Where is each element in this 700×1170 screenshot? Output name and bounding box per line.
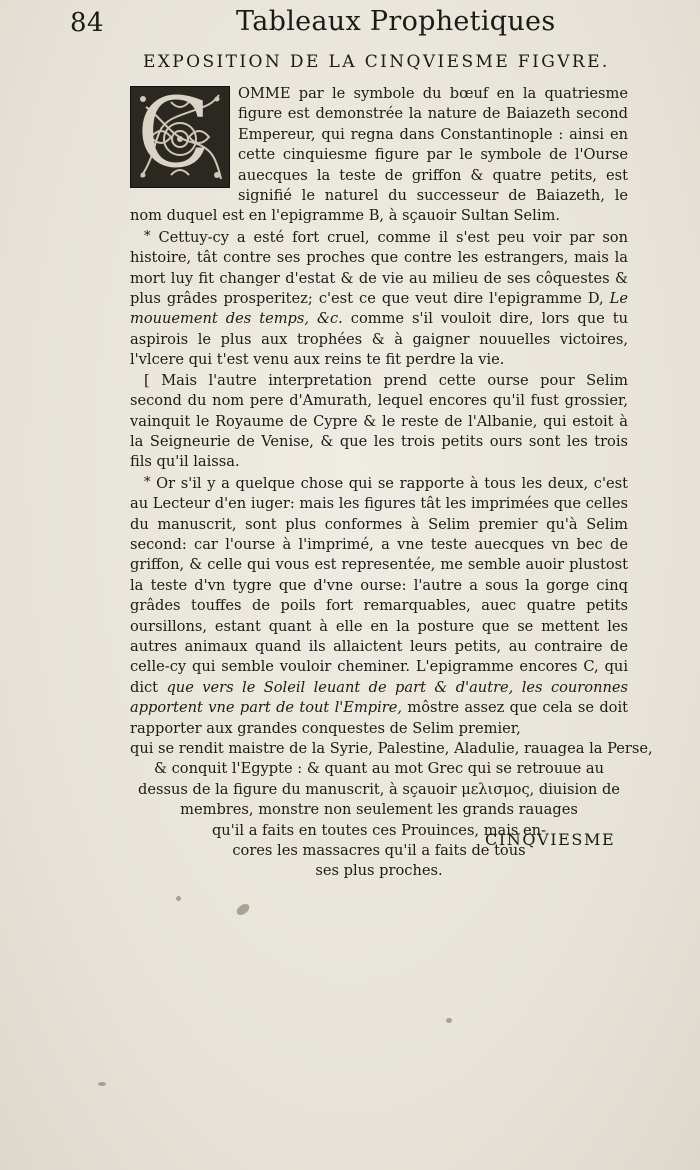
closing-line: ses plus proches. <box>315 862 443 880</box>
closing-line: dessus de la figure du manuscrit, à sçauoir μελισμος, diuision de <box>138 780 620 798</box>
paragraph-1: OMME par le symbole du bœuf en la quatriesme figure est demonstrée la nature de Baiazeth second Empereur, qui regna dans Constantinople : ainsi en cette cinquiesme figure par le symbole de l'Ourse auecques la teste de griffon & quatre petits, est signifié le naturel du successeur de Baiazeth, le nom duquel est en l'epigramme B, à sçauoir Sultan Selim. <box>130 85 628 225</box>
paragraph-4-text-b: môstre assez que cela se doit rapporter aux grandes conquestes de Selim premier, <box>130 699 628 737</box>
body-text <box>130 77 653 882</box>
paragraph-2 <box>130 227 628 371</box>
paragraph-3: [ Mais l'autre interpretation prend cette ourse pour Selim second du nom pere d'Amurath, lequel encores qu'il fust grossier, vainquit le Royaume de Cypre & le reste de l'Albanie, qui estoit à la Seigneurie de Venise, & que les trois petits ours sont les trois fils qu'il laissa. <box>130 371 628 471</box>
paragraph-2-text-b: comme s'il vouloit dire, lors que tu aspirois le plus aux trophées & à gaigner nouuelles victoires, l'vlcere qui t'est venu aux reins te fit perdre la vie. <box>130 310 628 369</box>
tapering-ending <box>130 739 653 882</box>
paragraph-2-text-a: Cettuy-cy a esté fort cruel, comme il s'est peu voir par son histoire, tât contre ses proches que contre les estrangers, mais la mort luy fit changer d'estat & de vie au milieu de ses côquestes & plus grâdes prosperitez; c'est ce que veut dire l'epigramme D, <box>130 228 628 308</box>
ink-blot <box>446 1018 452 1023</box>
closing-line: & conquit l'Egypte : & quant au mot Grec qui se retrouue au <box>153 760 604 778</box>
paragraph-4-text-a: Or s'il y a quelque chose qui se rapporte à tous les deux, c'est au Lecteur d'en iuger: mais les figures tât les imprimées que celles du manuscrit, sont plus conformes à Selim premier qu'à Selim second: car l'ourse à l'imprimé, a vne teste auecques vn bec de griffon, & celle qui vous est representée, me semble auoir plustost la teste d'vn tygre que d'vne ourse: l'autre a sous la gorge cinq grâdes touffes de poils fort remarquables, auec quatre petits oursillons, estant quant à elle en la posture que se mettent les autres animaux quand ils allaictent leurs petits, au contraire de celle-cy qui semble vouloir cheminer. L'epigramme encores C, qui dict <box>130 474 628 696</box>
asterisk-mark: * <box>144 474 151 490</box>
ink-blot <box>98 1082 106 1086</box>
paragraph-2-italic: Le mouuement des temps, &c. <box>130 290 628 328</box>
section-heading: EXPOSITION DE LA CINQVIESME FIGVRE. <box>143 52 610 72</box>
asterisk-mark: * <box>144 228 151 244</box>
page-number: 84 <box>70 8 105 38</box>
ink-blot <box>176 896 181 901</box>
running-title: Tableaux Prophetiques <box>236 6 556 37</box>
closing-line: qui se rendit maistre de la Syrie, Palestine, Aladulie, rauagea la Perse, <box>130 740 653 757</box>
ink-blot <box>235 902 252 917</box>
paragraph-4 <box>130 473 628 739</box>
closing-line: membres, monstre non seulement les grands rauages <box>180 801 578 819</box>
ornamental-initial <box>130 77 230 189</box>
catchword: CINQVIESME <box>485 830 616 849</box>
closing-line: cores les massacres qu'il a faits de tous <box>232 842 526 860</box>
closing-line: qu'il a faits en toutes ces Prouinces, mais en- <box>211 821 547 839</box>
paragraph-4-italic: que vers le Soleil leuant de part & d'autre, les couronnes apportent vne part de tout l'Empire, <box>130 678 628 717</box>
drop-cap-letter: C <box>137 77 211 189</box>
